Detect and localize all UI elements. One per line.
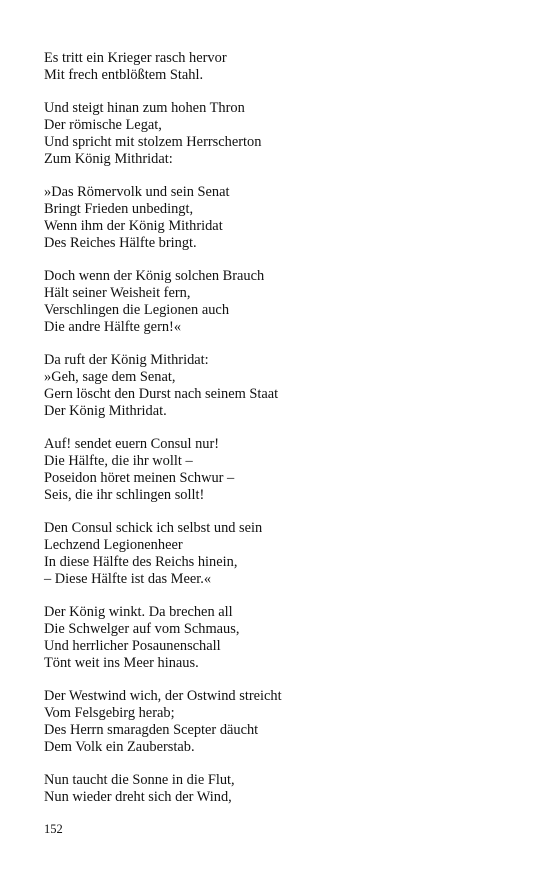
verse-line: »Das Römervolk und sein Senat	[44, 184, 230, 201]
verse-line: Des Herrn smaragden Scepter däucht	[44, 721, 259, 738]
verse-line: Lechzend Legionenheer	[44, 537, 183, 554]
verse-line: Auf! sendet euern Consul nur!	[44, 436, 220, 453]
verse-line: Es tritt ein Krieger rasch hervor	[44, 50, 227, 66]
stanza	[44, 772, 524, 806]
verse-line: Tönt weit ins Meer hinaus.	[44, 654, 199, 671]
verse-line: In diese Hälfte des Reichs hinein,	[44, 553, 238, 570]
stanza	[44, 688, 524, 755]
verse-line: Die Schwelger auf vom Schmaus,	[44, 621, 240, 638]
verse-line: Da ruft der König Mithridat:	[44, 352, 209, 369]
poem-text	[44, 50, 524, 823]
verse-line: Wenn ihm der König Mithridat	[44, 217, 223, 234]
stanza	[44, 520, 524, 587]
page-number: 152	[44, 822, 63, 836]
verse-line: Verschlingen die Legionen auch	[44, 301, 230, 318]
verse-line: Der König Mithridat.	[44, 402, 167, 419]
verse-line: Der Westwind wich, der Ostwind streicht	[44, 688, 282, 705]
verse-line: Und herrlicher Posaunenschall	[44, 637, 221, 654]
verse-line: Und spricht mit stolzem Herrscherton	[44, 133, 262, 150]
stanza	[44, 352, 524, 419]
verse-line: Den Consul schick ich selbst und sein	[44, 520, 263, 537]
verse-line: Der König winkt. Da brechen all	[44, 604, 233, 621]
verse-line: Hält seiner Weisheit fern,	[44, 285, 191, 302]
verse-line: Die Hälfte, die ihr wollt –	[44, 453, 193, 470]
verse-line: Gern löscht den Durst nach seinem Staat	[44, 385, 279, 402]
verse-line: Dem Volk ein Zauberstab.	[44, 738, 195, 755]
stanza	[44, 436, 524, 503]
verse-line: Mit frech entblößtem Stahl.	[44, 66, 204, 83]
stanza	[44, 604, 524, 671]
verse-line: Nun wieder dreht sich der Wind,	[44, 789, 232, 806]
verse-line: Poseidon höret meinen Schwur –	[44, 469, 235, 486]
verse-line: »Geh, sage dem Senat,	[44, 369, 176, 386]
verse-line: Doch wenn der König solchen Brauch	[44, 268, 265, 285]
verse-line: Nun taucht die Sonne in die Flut,	[44, 772, 235, 789]
verse-line: – Diese Hälfte ist das Meer.«	[44, 570, 212, 587]
verse-line: Bringt Frieden unbedingt,	[44, 201, 194, 218]
verse-line: Vom Felsgebirg herab;	[44, 705, 175, 722]
verse-line: Und steigt hinan zum hohen Thron	[44, 100, 245, 117]
verse-line: Zum König Mithridat:	[44, 150, 173, 167]
stanza	[44, 184, 524, 251]
verse-line: Die andre Hälfte gern!«	[44, 318, 182, 335]
stanza	[44, 268, 524, 335]
verse-line: Seis, die ihr schlingen sollt!	[44, 486, 205, 503]
stanza	[44, 100, 524, 167]
verse-line: Des Reiches Hälfte bringt.	[44, 234, 197, 251]
stanza	[44, 50, 524, 84]
verse-line: Der römische Legat,	[44, 117, 162, 134]
